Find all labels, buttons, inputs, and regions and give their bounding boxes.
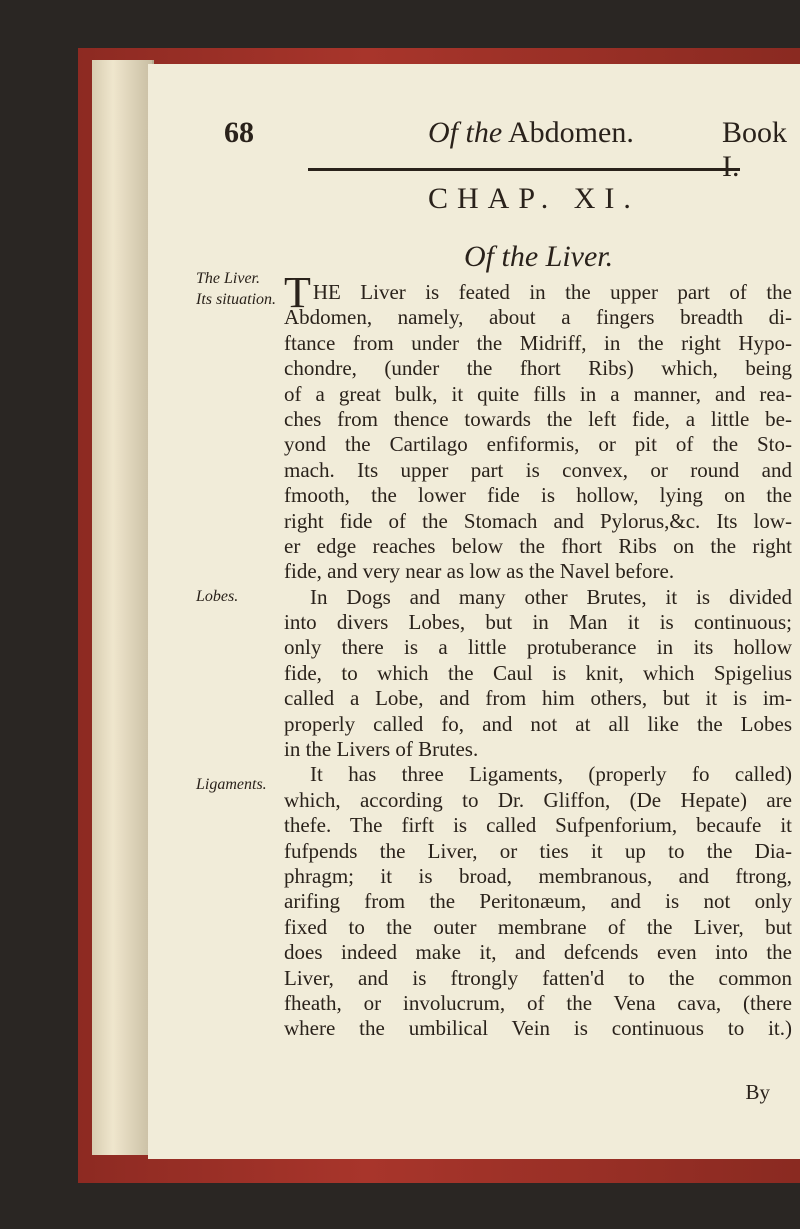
book-page <box>148 64 800 1159</box>
running-title <box>428 116 634 150</box>
text-line: which, according to Dr. Gliffon, (De Hepate) are <box>284 787 792 812</box>
running-title-main: Abdomen. <box>508 116 634 149</box>
text-line: fmooth, the lower fide is hollow, lying on the <box>284 483 792 508</box>
margin-note-lobes: Lobes. <box>196 588 239 605</box>
head-rule <box>308 168 740 171</box>
text-line: chondre, (under the fhort Ribs) which, being <box>284 356 792 381</box>
text-line: into divers Lobes, but in Man it is continuous; <box>284 610 792 635</box>
text-line: right fide of the Stomach and Pylorus,&c. Its low- <box>284 508 792 533</box>
text-line: ftance from under the Midriff, in the right Hypo- <box>284 330 792 355</box>
book-label: Book I. <box>722 116 788 183</box>
text-line: fide, to which the Caul is knit, which Spigelius <box>284 660 792 685</box>
margin-note-liver-situation: The Liver. Its situation. <box>196 270 277 308</box>
text-line: fide, and very near as low as the Navel before. <box>284 559 675 584</box>
text-line: mach. Its upper part is convex, or round and <box>284 457 792 482</box>
body-text <box>284 268 792 1042</box>
text-line: fufpends the Liver, or ties it up to the Dia- <box>284 838 792 863</box>
text-line: Liver, and is ftrongly fatten'd to the common <box>284 965 792 990</box>
text-line: properly called fo, and not at all like the Lobes <box>284 711 792 736</box>
text-line: fixed to the outer membrane of the Liver, but <box>284 914 792 939</box>
book-gutter <box>92 60 154 1155</box>
text-line: does indeed make it, and defcends even into the <box>284 940 792 965</box>
text-line: called a Lobe, and from him others, but it is im- <box>284 686 792 711</box>
chapter-heading: CHAP. XI. <box>428 182 640 215</box>
text-line: where the umbilical Vein is continuous to it.) <box>284 1016 792 1041</box>
text-line: Abdomen, namely, about a fingers breadth di- <box>284 305 792 330</box>
catchword: By <box>745 1080 770 1104</box>
text-line: HE Liver is feated in the upper part of the <box>312 280 792 304</box>
text-line: in the Livers of Brutes. <box>284 737 479 762</box>
page-number: 68 <box>224 116 254 149</box>
text-line: ches from thence towards the left fide, a little be- <box>284 406 792 431</box>
margin-note-ligaments: Ligaments. <box>196 776 267 793</box>
text-line: thefe. The firft is called Sufpenforium, becaufe it <box>284 813 792 838</box>
text-line: arifing from the Peritonæum, and is not only <box>284 889 792 914</box>
chapter-subtitle: Of the Liver. <box>464 240 614 273</box>
text-line: phragm; it is broad, membranous, and ftrong, <box>284 863 792 888</box>
text-line: In Dogs and many other Brutes, it is divided <box>310 584 792 609</box>
text-line: It has three Ligaments, (properly fo called) <box>310 762 792 787</box>
text-line: only there is a little protuberance in its hollow <box>284 635 792 660</box>
drop-cap: T <box>284 268 311 317</box>
text-line: fheath, or involucrum, of the Vena cava, (there <box>284 990 792 1015</box>
text-line: er edge reaches below the fhort Ribs on the right <box>284 533 792 558</box>
running-title-prefix: Of the <box>428 116 503 149</box>
running-head <box>148 116 800 183</box>
text-line: of a great bulk, it quite fills in a manner, and rea- <box>284 381 792 406</box>
text-line: yond the Cartilago enfiformis, or pit of the Sto- <box>284 432 792 457</box>
